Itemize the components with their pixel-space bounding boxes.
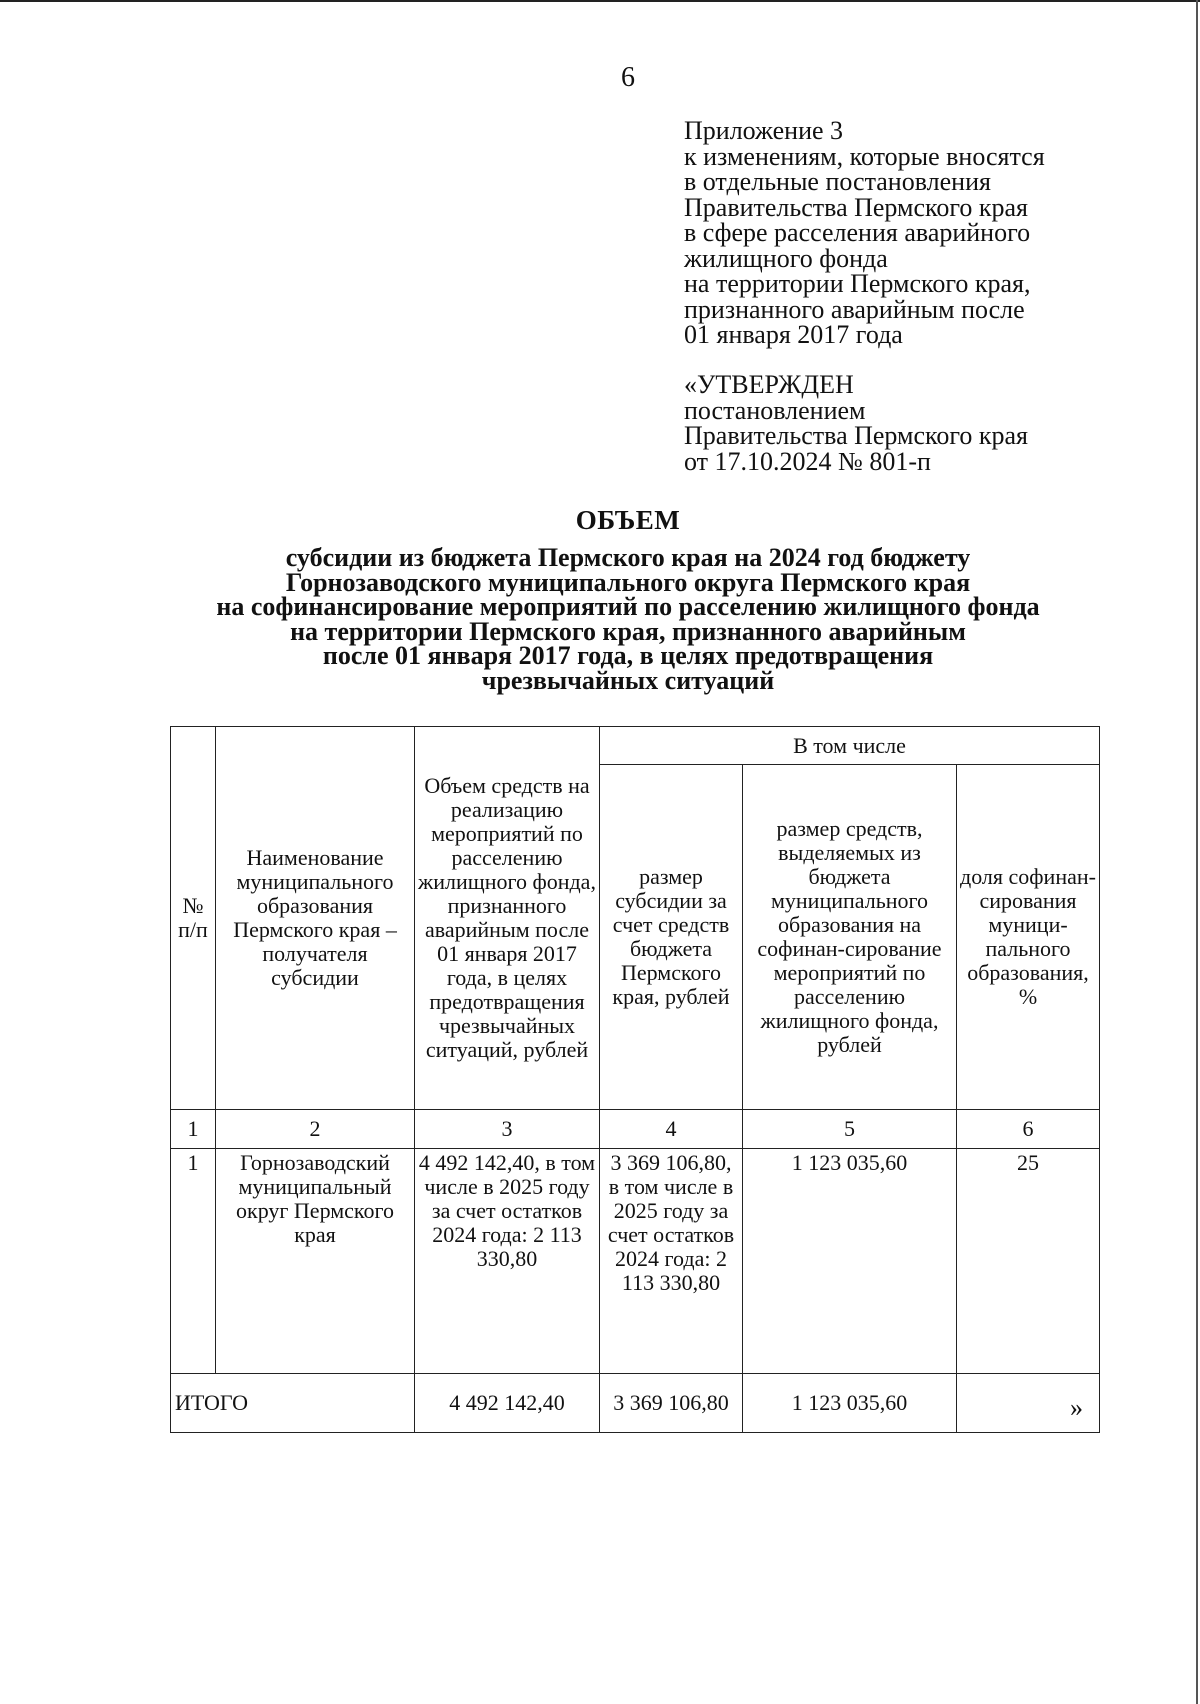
appendix-line: в сфере расселения аварийного bbox=[684, 218, 1031, 247]
appendix-line: к изменениям, которые вносятся bbox=[684, 141, 1045, 171]
total-label: ИТОГО bbox=[171, 1374, 415, 1433]
row-total-amount: 4 492 142,40, в том числе в 2025 году за счет остатков 2024 года: 2 113 330,80 bbox=[415, 1149, 600, 1374]
row-municipal-funds: 1 123 035,60 bbox=[743, 1149, 957, 1374]
row-cofinancing-share: 25 bbox=[957, 1149, 1100, 1374]
appendix-line: признанного аварийным после bbox=[684, 294, 1025, 324]
header-number: № п/п bbox=[171, 727, 216, 1110]
appendix-line: в отдельные постановления bbox=[684, 167, 991, 196]
appendix-line: Приложение 3 bbox=[684, 116, 844, 145]
header-total-amount: Объем средств на реализацию мероприятий по расселению жилищного фонда, признанного аварийным после 01 января 2017 года, в целях предотвращения чрезвычайных ситуаций, рублей bbox=[415, 727, 600, 1110]
appendix-line: на территории Пермского края, bbox=[684, 269, 1031, 298]
header-cofinancing-share: доля софинан-сирования муници-пального образования, % bbox=[957, 765, 1100, 1110]
subtitle-line: на софинансирование мероприятий по расселению жилищного фонда bbox=[216, 592, 1040, 621]
subsidy-table bbox=[170, 726, 1100, 1433]
approval-line: «УТВЕРЖДЕН bbox=[684, 370, 854, 399]
appendix-line: Правительства Пермского края bbox=[684, 192, 1028, 222]
scan-edge-top bbox=[0, 0, 1200, 2]
column-number: 5 bbox=[743, 1110, 957, 1149]
appendix-line: жилищного фонда bbox=[684, 243, 888, 273]
column-number: 1 bbox=[171, 1110, 216, 1149]
total-row bbox=[171, 1374, 1100, 1433]
approval-line: от 17.10.2024 № 801-п bbox=[684, 446, 931, 476]
column-number: 2 bbox=[216, 1110, 415, 1149]
closing-quote: » bbox=[1070, 1393, 1083, 1422]
column-number: 4 bbox=[600, 1110, 743, 1149]
subtitle-line: чрезвычайных ситуаций bbox=[481, 665, 775, 695]
table-header-row bbox=[171, 727, 1100, 765]
table-row bbox=[171, 1149, 1100, 1374]
row-number: 1 bbox=[171, 1149, 216, 1374]
subtitle-line: после 01 января 2017 года, в целях предотвращения bbox=[322, 641, 934, 670]
row-municipality: Горнозаводский муниципальный округ Пермского края bbox=[216, 1149, 415, 1374]
header-municipal-funds: размер средств, выделяемых из бюджета муниципального образования на софинан-сирование мероприятий по расселению жилищного фонда, рублей bbox=[743, 765, 957, 1110]
appendix-line: 01 января 2017 года bbox=[684, 320, 903, 349]
header-municipality: Наименование муниципального образования Пермского края – получателя субсидии bbox=[216, 727, 415, 1110]
approval-block bbox=[684, 372, 1028, 474]
document-subtitle bbox=[120, 543, 1136, 695]
header-group-including: В том числе bbox=[600, 727, 1100, 765]
subtitle-line: субсидии из бюджета Пермского края на 2024 год бюджету bbox=[285, 543, 971, 572]
appendix-block bbox=[684, 118, 1045, 348]
scan-edge-right bbox=[1196, 0, 1198, 1704]
total-subsidy: 3 369 106,80 bbox=[600, 1374, 743, 1433]
column-number: 6 bbox=[957, 1110, 1100, 1149]
header-subsidy: размер субсидии за счет средств бюджета Пермского края, рублей bbox=[600, 765, 743, 1110]
total-amount: 4 492 142,40 bbox=[415, 1374, 600, 1433]
column-number-row bbox=[171, 1110, 1100, 1149]
subtitle-line: Горнозаводского муниципального округа Пермского края bbox=[285, 567, 971, 597]
column-number: 3 bbox=[415, 1110, 600, 1149]
approval-line: Правительства Пермского края bbox=[684, 421, 1028, 450]
document-title: ОБЪЕМ bbox=[575, 505, 681, 535]
subtitle-line: на территории Пермского края, признанного аварийным bbox=[290, 616, 966, 646]
row-subsidy: 3 369 106,80, в том числе в 2025 году за счет остатков 2024 года: 2 113 330,80 bbox=[600, 1149, 743, 1374]
page-number: 6 bbox=[621, 62, 635, 93]
total-municipal-funds: 1 123 035,60 bbox=[743, 1374, 957, 1433]
approval-line: постановлением bbox=[684, 395, 866, 425]
